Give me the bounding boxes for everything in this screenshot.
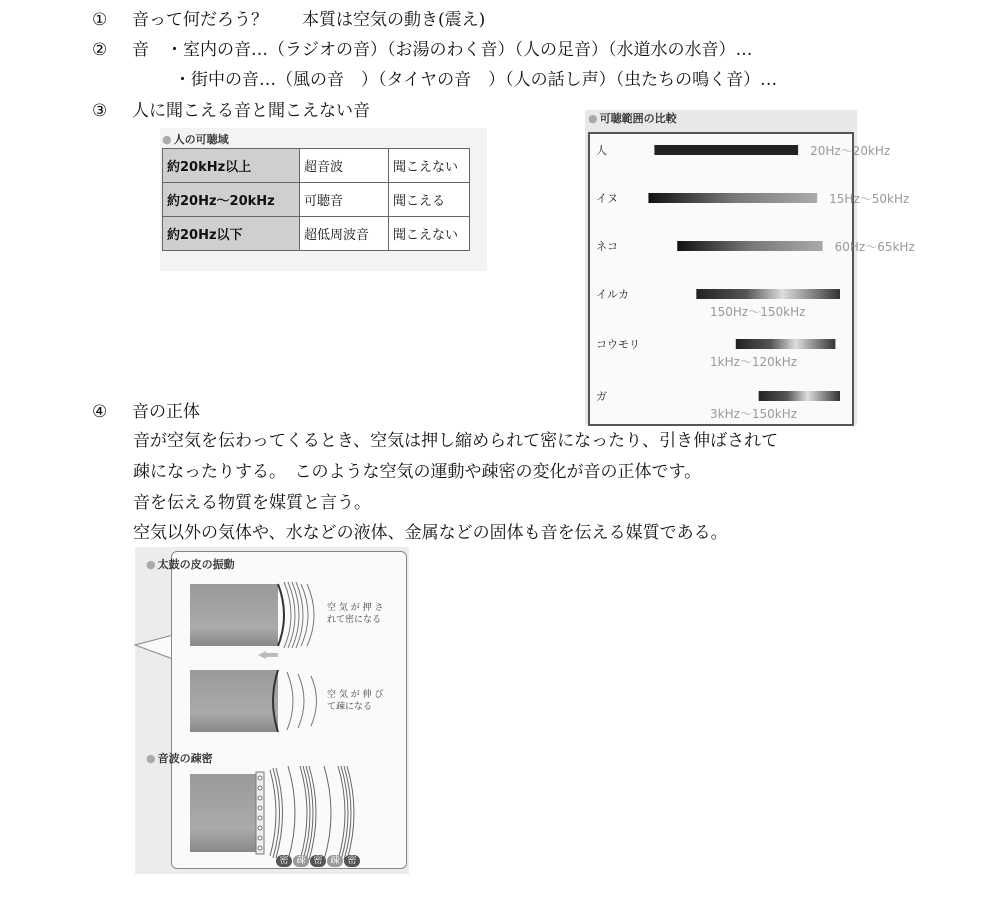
audible-range-figure: [160, 128, 487, 271]
range-label: 1kHz～120kHz: [710, 355, 798, 369]
category-label: ガ: [596, 390, 607, 403]
section-number: ④: [92, 402, 108, 422]
range-label: 60Hz～65kHz: [834, 240, 915, 254]
paragraph-line: 空気以外の気体や、水などの液体、金属などの固体も音を伝える媒質である。: [133, 523, 728, 543]
figure-heading-vibration: ● 太鼓の皮の振動: [146, 558, 235, 571]
density-waves: [270, 766, 354, 860]
range-bar: [648, 193, 817, 203]
section-number: ①: [92, 10, 108, 30]
figure-caption: ● 人の可聴域: [162, 133, 229, 146]
section-text: 本質は空気の動き(震え): [302, 10, 486, 30]
paragraph-line: 音を伝える物質を媒質と言う。: [133, 493, 371, 513]
table-cell-range: 約20Hz以下: [163, 217, 300, 251]
indoor-sounds-line: ・室内の音…（ラジオの音）（お湯のわく音）（人の足音）（水道水の水音）…: [166, 40, 753, 60]
category-label: イヌ: [596, 192, 618, 205]
range-bar: [696, 289, 840, 299]
range-bar: [736, 339, 836, 349]
table-row: [163, 149, 470, 183]
chart-svg: [590, 134, 915, 424]
range-label: 20Hz～20kHz: [810, 144, 891, 158]
compressed-waves: [284, 582, 314, 648]
category-label: 人: [596, 144, 607, 157]
drum-skin-pushed: [278, 584, 284, 646]
table-cell-hear: 聞こえない: [389, 149, 470, 183]
section-title: 音: [132, 40, 149, 60]
density-badges: [276, 855, 360, 867]
street-sounds-line: ・街中の音…（風の音 ）（タイヤの音 ）（人の話し声）（虫たちの鳴く音）…: [174, 70, 778, 90]
range-label: 3kHz～150kHz: [710, 407, 798, 421]
section-2: [92, 39, 753, 61]
table-cell-hear: 聞こえる: [389, 183, 470, 217]
section-title: 音って何だろう？: [132, 10, 268, 30]
drum-panel: [146, 551, 407, 869]
density-badge: 密: [276, 855, 292, 867]
audible-range-table: [162, 148, 470, 251]
drum-body-1: [190, 584, 278, 646]
paragraph-line: 疎になったりする。 このような空気の運動や疎密の変化が音の正体です。: [133, 462, 702, 482]
chart-plot-area: [588, 132, 915, 426]
table-cell-kind: 超低周波音: [300, 217, 389, 251]
density-badge: 密: [310, 855, 326, 867]
chart-caption: ● 可聴範囲の比較: [588, 112, 677, 125]
speaker-membrane: [256, 772, 264, 854]
drum-body-2: [190, 670, 278, 732]
figure-heading-density: ● 音波の疎密: [146, 752, 213, 765]
section-number: ③: [92, 101, 108, 121]
table-row: [163, 183, 470, 217]
density-badge: 疎: [293, 855, 309, 867]
section-4: [92, 401, 200, 423]
speaker-body: [190, 774, 256, 852]
drum-vibration-figure: [135, 547, 409, 874]
density-badge: 疎: [327, 855, 343, 867]
table-cell-kind: 超音波: [300, 149, 389, 183]
paragraph-line: 音が空気を伝わってくるとき、空気は押し縮められて密になったり、引き伸ばされて: [133, 431, 779, 451]
section-3: [92, 100, 370, 122]
range-label: 150Hz～150kHz: [710, 305, 806, 319]
note-rarefied: 空 気 が 伸 び て疎になる: [327, 690, 384, 712]
category-label: イルカ: [596, 288, 629, 301]
table-cell-hear: 聞こえない: [389, 217, 470, 251]
table-cell-range: 約20kHz以上: [163, 149, 300, 183]
section-title: 音の正体: [132, 402, 200, 422]
section-title: 人に聞こえる音と聞こえない音: [132, 101, 370, 121]
category-label: コウモリ: [596, 338, 640, 351]
section-number: ②: [92, 40, 108, 60]
category-label: ネコ: [596, 240, 618, 253]
section-1: [92, 9, 485, 31]
rarefied-waves: [287, 672, 317, 730]
range-label: 15Hz～50kHz: [829, 192, 910, 206]
range-bar: [677, 241, 822, 251]
table-row: [163, 217, 470, 251]
density-badge: 密: [344, 855, 360, 867]
table-cell-range: 約20Hz～20kHz: [163, 183, 300, 217]
left-arrow-icon: [258, 651, 278, 659]
table-cell-kind: 可聴音: [300, 183, 389, 217]
note-compressed: 空 気 が 押 さ れて密になる: [327, 603, 384, 625]
range-bar: [654, 145, 798, 155]
hearing-range-comparison-figure: [585, 110, 915, 425]
range-bar: [759, 391, 840, 401]
